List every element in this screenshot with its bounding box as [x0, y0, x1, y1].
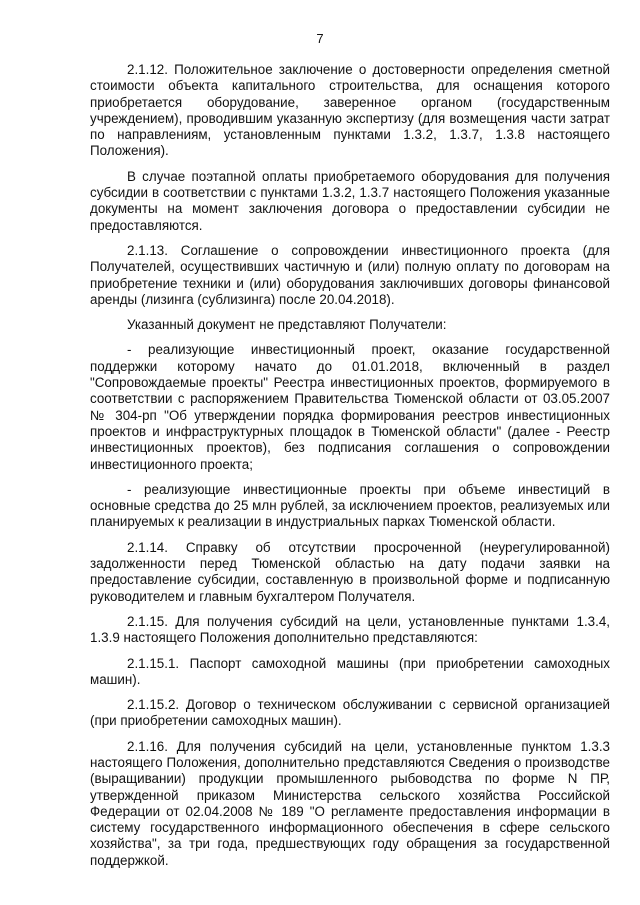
page-number: 7 [316, 31, 324, 46]
paragraph-exemption-2: - реализующие инвестиционные проекты при объеме инвестиций в основные средства до 25 млн рублей, за исключением проектов, реализуемых или планируемых к реализации в индустриальных парках Тюменской области. [90, 481, 610, 530]
paragraph-2-1-15-2: 2.1.15.2. Договор о техническом обслуживании с сервисной организацией (при приобретении самоходных машин). [90, 697, 610, 729]
paragraph-exemption-intro: Указанный документ не представляют Получатели: [127, 317, 447, 333]
document-body [90, 62, 610, 878]
paragraph-2-1-15-1: 2.1.15.1. Паспорт самоходной машины (при приобретении самоходных машин). [90, 655, 610, 687]
paragraph-staged-payment: В случае поэтапной оплаты приобретаемого оборудования для получения субсидии в соответствии с пунктами 1.3.2, 1.3.7 настоящего Положения указанные документы на момент заключения договора о предоставлении субсидии не предоставляются. [90, 168, 610, 233]
paragraph-exemption-1: - реализующие инвестиционный проект, оказание государственной поддержки которому начато до 01.01.2018, включенный в раздел "Сопровождаемые проекты" Реестра инвестиционных проектов, формируемого в соответствии с распоряжением Правительства Тюменской области от 03.05.2007 № 304-рп "Об утверждении порядка формирования реестров инвестиционных проектов и инфраструктурных площадок в Тюменской области" (далее - Реестр инвестиционных проектов), без подписания соглашения о сопровождении инвестиционного проекта; [90, 342, 610, 472]
paragraph-2-1-12: 2.1.12. Положительное заключение о достоверности определения сметной стоимости объекта капитального строительства, для оснащения которого приобретается оборудование, заверенное органом (государственным учреждением), проводившим указанную экспертизу (для возмещения части затрат по направлениям, установленным пунктами 1.3.2, 1.3.7, 1.3.8 настоящего Положения). [90, 62, 610, 159]
paragraph-2-1-14: 2.1.14. Справку об отсутствии просроченной (неурегулированной) задолженности перед Тюменской областью на дату подачи заявки на предоставление субсидии, составленную в произвольной форме и подписанную руководителем и главным бухгалтером Получателя. [90, 539, 610, 604]
paragraph-2-1-13: 2.1.13. Соглашение о сопровождении инвестиционного проекта (для Получателей, осуществивших частичную и (или) полную оплату по договорам на приобретение техники и (или) оборудования заключивших договоры финансовой аренды (лизинга (сублизинга) после 20.04.2018). [90, 242, 610, 307]
paragraph-2-1-15: 2.1.15. Для получения субсидий на цели, установленные пунктами 1.3.4, 1.3.9 настоящего Положения дополнительно представляются: [90, 613, 610, 646]
paragraph-2-1-16: 2.1.16. Для получения субсидий на цели, установленные пунктом 1.3.3 настоящего Положения, дополнительно представляются Сведения о производстве (выращивании) продукции промышленного рыбоводства по форме N ПР, утвержденной приказом Министерства сельского хозяйства Российской Федерации от 02.04.2008 № 189 "О регламенте предоставления информации в систему государственного информационного обеспечения в сфере сельского хозяйства", за три года, предшествующих году обращения за государственной поддержкой. [90, 738, 610, 868]
